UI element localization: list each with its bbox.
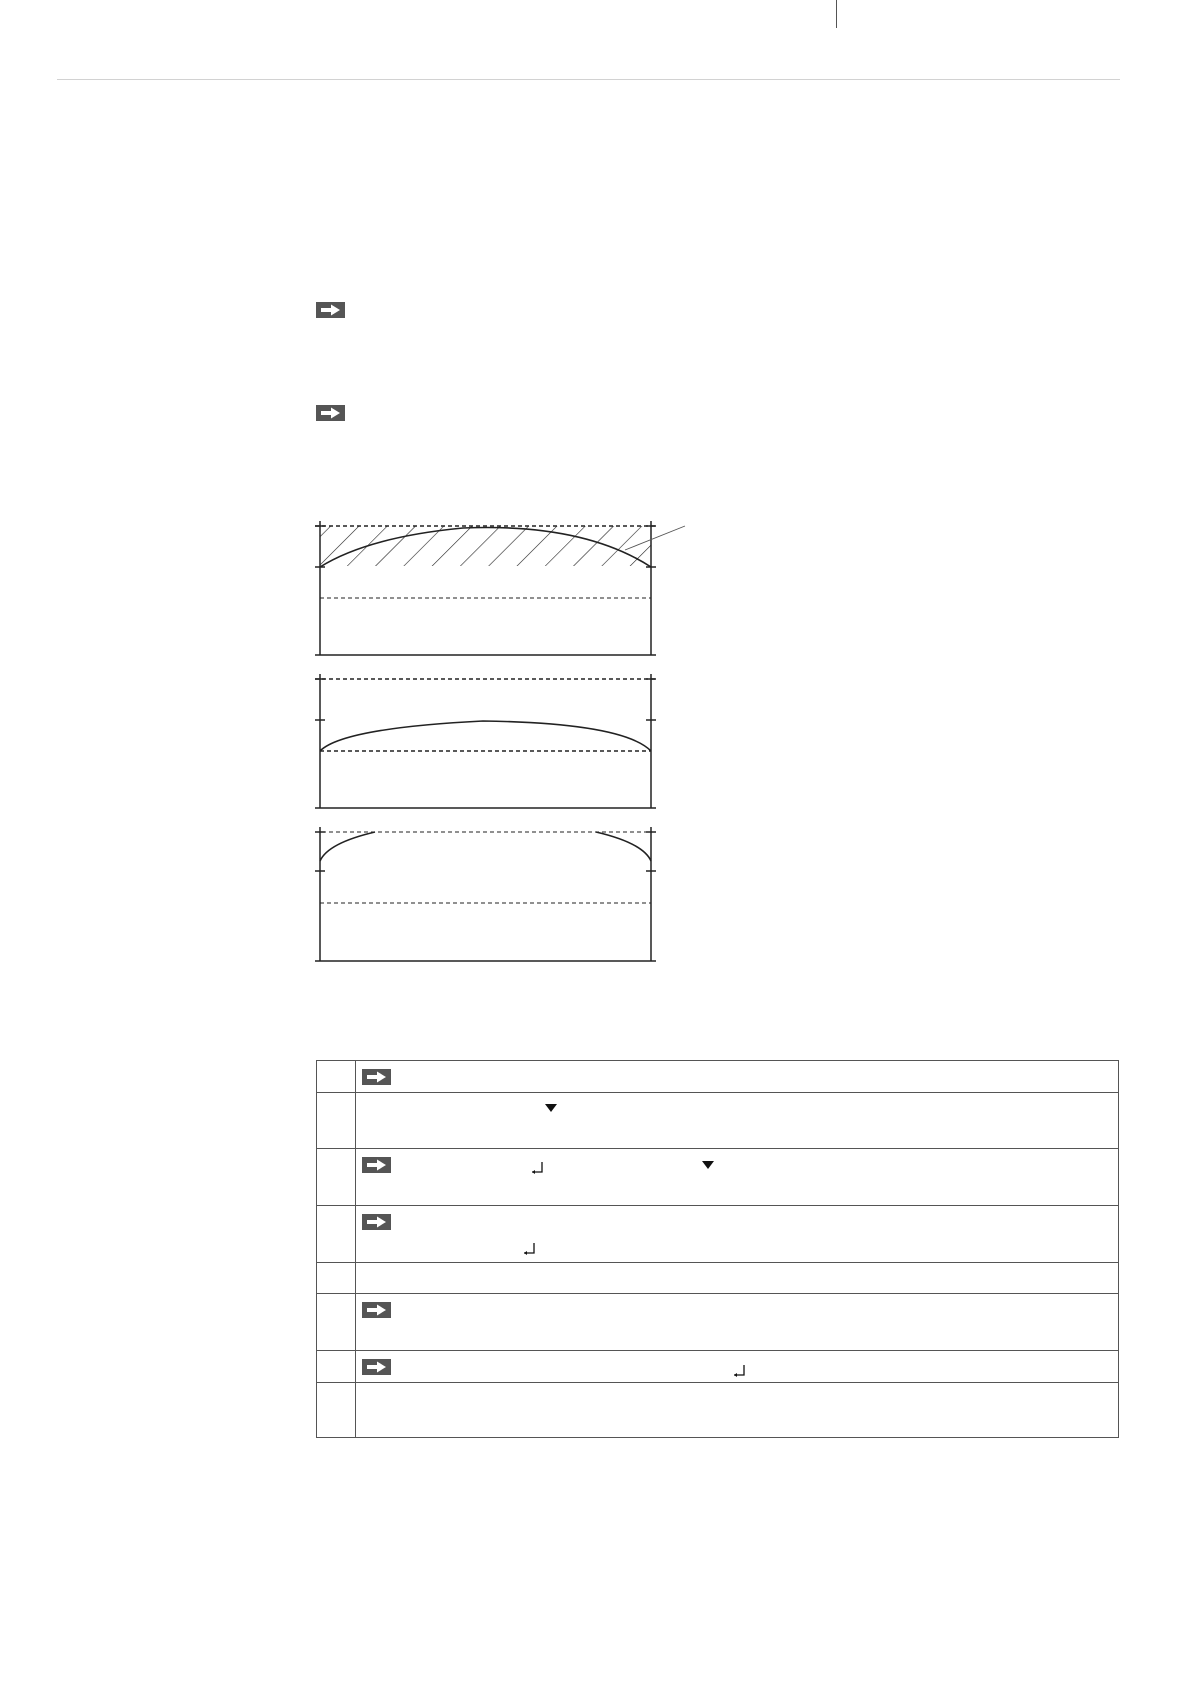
step-number-cell xyxy=(317,1206,356,1263)
enter-key-icon xyxy=(522,1242,536,1256)
step-content-cell xyxy=(356,1383,1119,1438)
arrow-right-icon xyxy=(316,405,345,421)
arrow-right-icon xyxy=(362,1069,391,1085)
step-number-cell xyxy=(317,1263,356,1294)
arrow-right-icon xyxy=(362,1157,391,1173)
step-content-cell xyxy=(356,1061,1119,1093)
step-number-cell xyxy=(317,1351,356,1383)
step-number-cell xyxy=(317,1093,356,1149)
header-rule xyxy=(57,79,1120,80)
step-number-cell xyxy=(317,1294,356,1351)
step-number-cell xyxy=(317,1383,356,1438)
table-row xyxy=(317,1351,1119,1383)
step-content-cell xyxy=(356,1263,1119,1294)
table-row xyxy=(317,1149,1119,1206)
table-row xyxy=(317,1061,1119,1093)
step-content-cell xyxy=(356,1294,1119,1351)
step-content-cell xyxy=(356,1206,1119,1263)
step-number-cell xyxy=(317,1061,356,1093)
arrow-right-icon xyxy=(362,1214,391,1230)
triangle-down-icon xyxy=(702,1161,714,1169)
table-row xyxy=(317,1206,1119,1263)
table-row xyxy=(317,1294,1119,1351)
limits-diagram xyxy=(313,515,693,967)
enter-key-icon xyxy=(732,1364,746,1378)
diagram-panel-2 xyxy=(315,674,656,808)
arrow-right-icon xyxy=(362,1302,391,1318)
step-content-cell xyxy=(356,1093,1119,1149)
diagram-panel-1 xyxy=(315,521,685,655)
table-row xyxy=(317,1263,1119,1294)
diagram-panel-3 xyxy=(315,827,656,961)
steps-table xyxy=(316,1060,1119,1438)
step-content-cell xyxy=(356,1351,1119,1383)
arrow-right-icon xyxy=(362,1359,391,1375)
table-row xyxy=(317,1383,1119,1438)
step-content-cell xyxy=(356,1149,1119,1206)
arrow-right-icon xyxy=(316,302,345,318)
triangle-down-icon xyxy=(545,1104,557,1112)
table-row xyxy=(317,1093,1119,1149)
crop-mark xyxy=(836,0,837,28)
step-number-cell xyxy=(317,1149,356,1206)
enter-key-icon xyxy=(530,1161,544,1175)
